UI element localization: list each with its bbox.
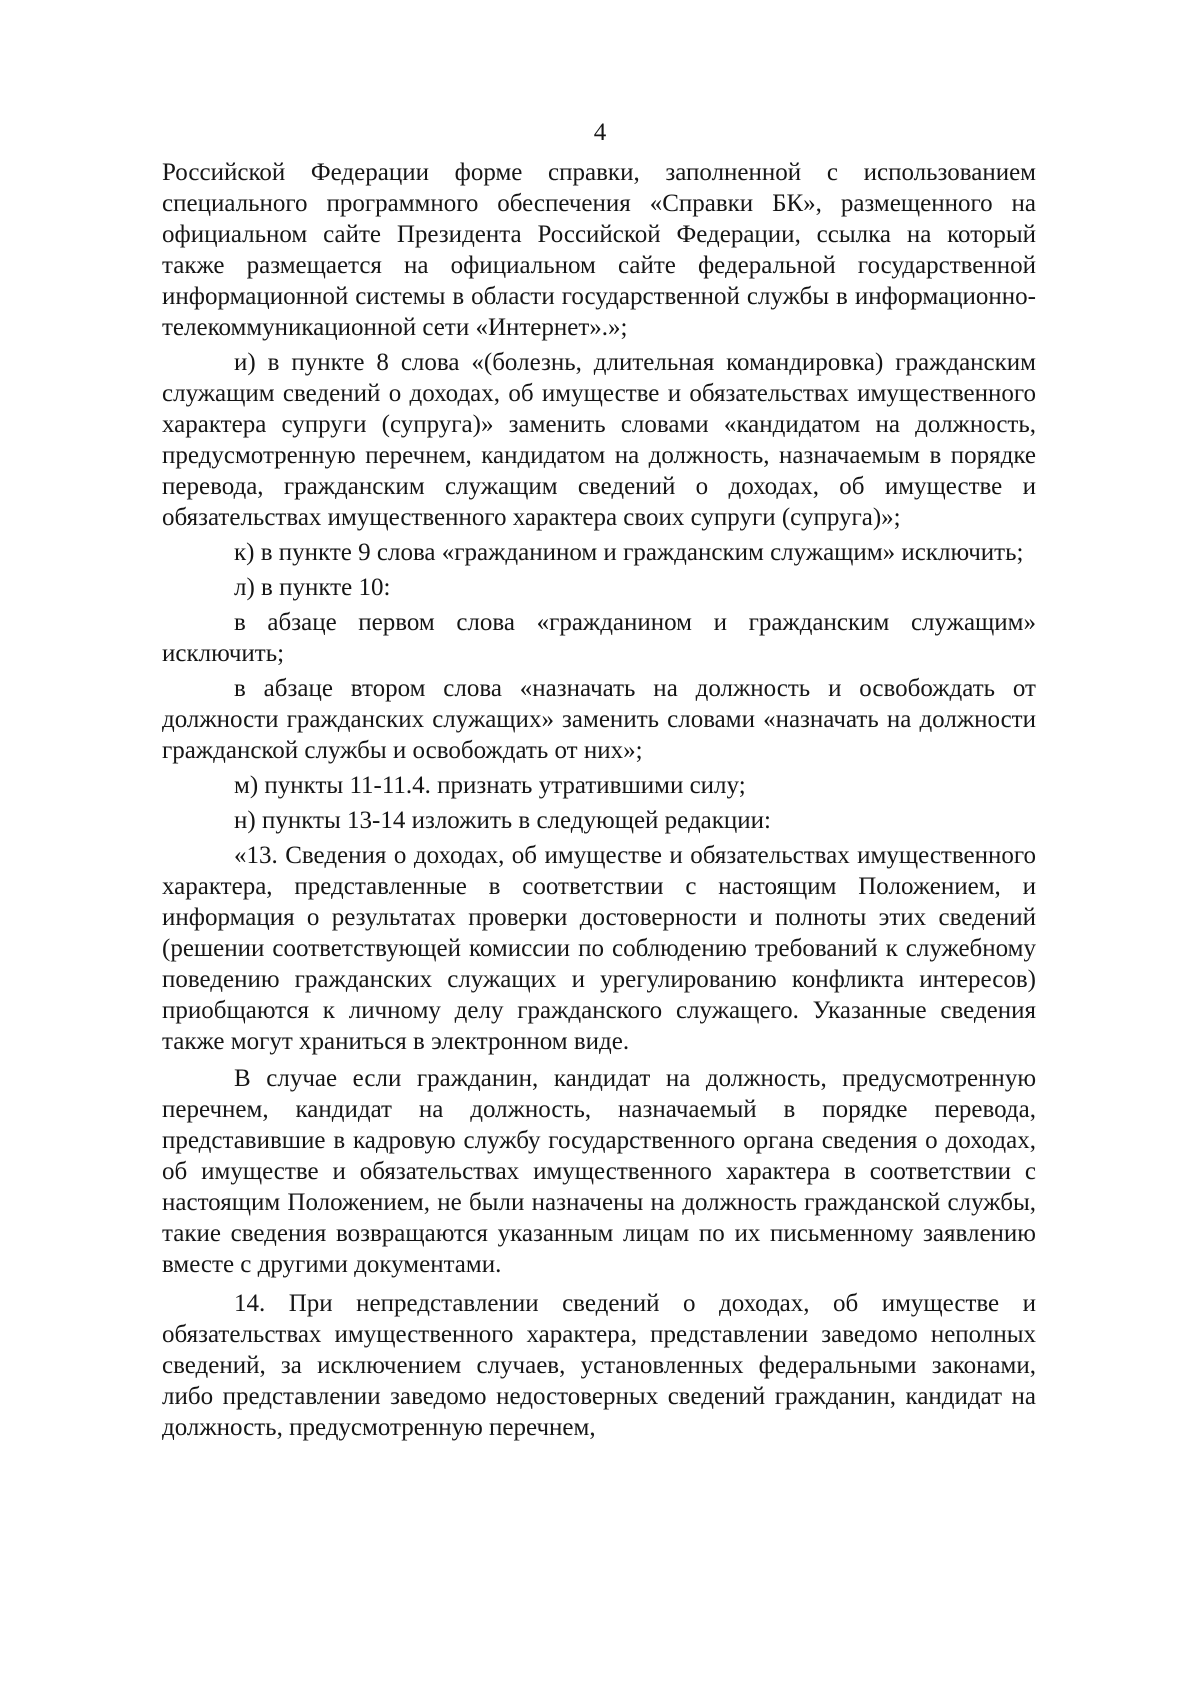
paragraph-second-abzats: в абзаце втором слова «назначать на должность и освобождать от должности гражданских служащих» заменить словами «назначать на должности гражданской службы и освобождать от них»; [162, 675, 1036, 764]
paragraph-first-abzats: в абзаце первом слова «гражданином и гражданским служащим» исключить; [162, 609, 1036, 667]
paragraph-continuation: Российской Федерации форме справки, заполненной с использованием специального программного обеспечения «Справки БК», размещенного на официальном сайте Президента Российской Федерации, ссылка на который также размещается на официальном сайте федеральной государственной информационной системы в области государственной службы в информационно-телекоммуникационной сети «Интернет».»; [162, 159, 1036, 341]
paragraph-item-n: н) пункты 13-14 изложить в следующей редакции: [234, 807, 771, 834]
paragraph-item-l: л) в пункте 10: [234, 574, 391, 601]
document-body [162, 157, 1036, 1443]
paragraph-point-13-second: В случае если гражданин, кандидат на должность, предусмотренную перечнем, кандидат на должность, назначаемый в порядке перевода, представившие в кадровую службу государственного органа сведения о доходах, об имуществе и обязательствах имущественного характера в соответствии с настоящим Положением, не были назначены на должность гражданской службы, такие сведения возвращаются указанным лицам по их письменному заявлению вместе с другими документами. [162, 1065, 1036, 1278]
paragraph-item-m: м) пункты 11-11.4. признать утратившими силу; [234, 772, 746, 799]
paragraph-point-14: 14. При непредставлении сведений о доходах, об имуществе и обязательствах имущественного характера, представлении заведомо неполных сведений, за исключением случаев, установленных федеральными законами, либо представлении заведомо недостоверных сведений гражданин, кандидат на должность, предусмотренную перечнем, [162, 1290, 1036, 1441]
paragraph-item-i: и) в пункте 8 слова «(болезнь, длительная командировка) гражданским служащим сведений о доходах, об имуществе и обязательствах имущественного характера супруги (супруга)» заменить словами «кандидатом на должность, предусмотренную перечнем, кандидатом на должность, назначаемым в порядке перевода, гражданским служащим сведений о доходах, об имуществе и обязательствах имущественного характера своих супруги (супруга)»; [162, 349, 1036, 531]
paragraph-item-k: к) в пункте 9 слова «гражданином и гражданским служащим» исключить; [234, 539, 1024, 566]
paragraph-point-13: «13. Сведения о доходах, об имуществе и обязательствах имущественного характера, представленные в соответствии с настоящим Положением, и информация о результатах проверки достоверности и полноты этих сведений (решении соответствующей комиссии по соблюдению требований к служебному поведению гражданских служащих и урегулированию конфликта интересов) приобщаются к личному делу гражданского служащего. Указанные сведения также могут храниться в электронном виде. [162, 842, 1036, 1055]
page-number: 4 [593, 119, 607, 146]
